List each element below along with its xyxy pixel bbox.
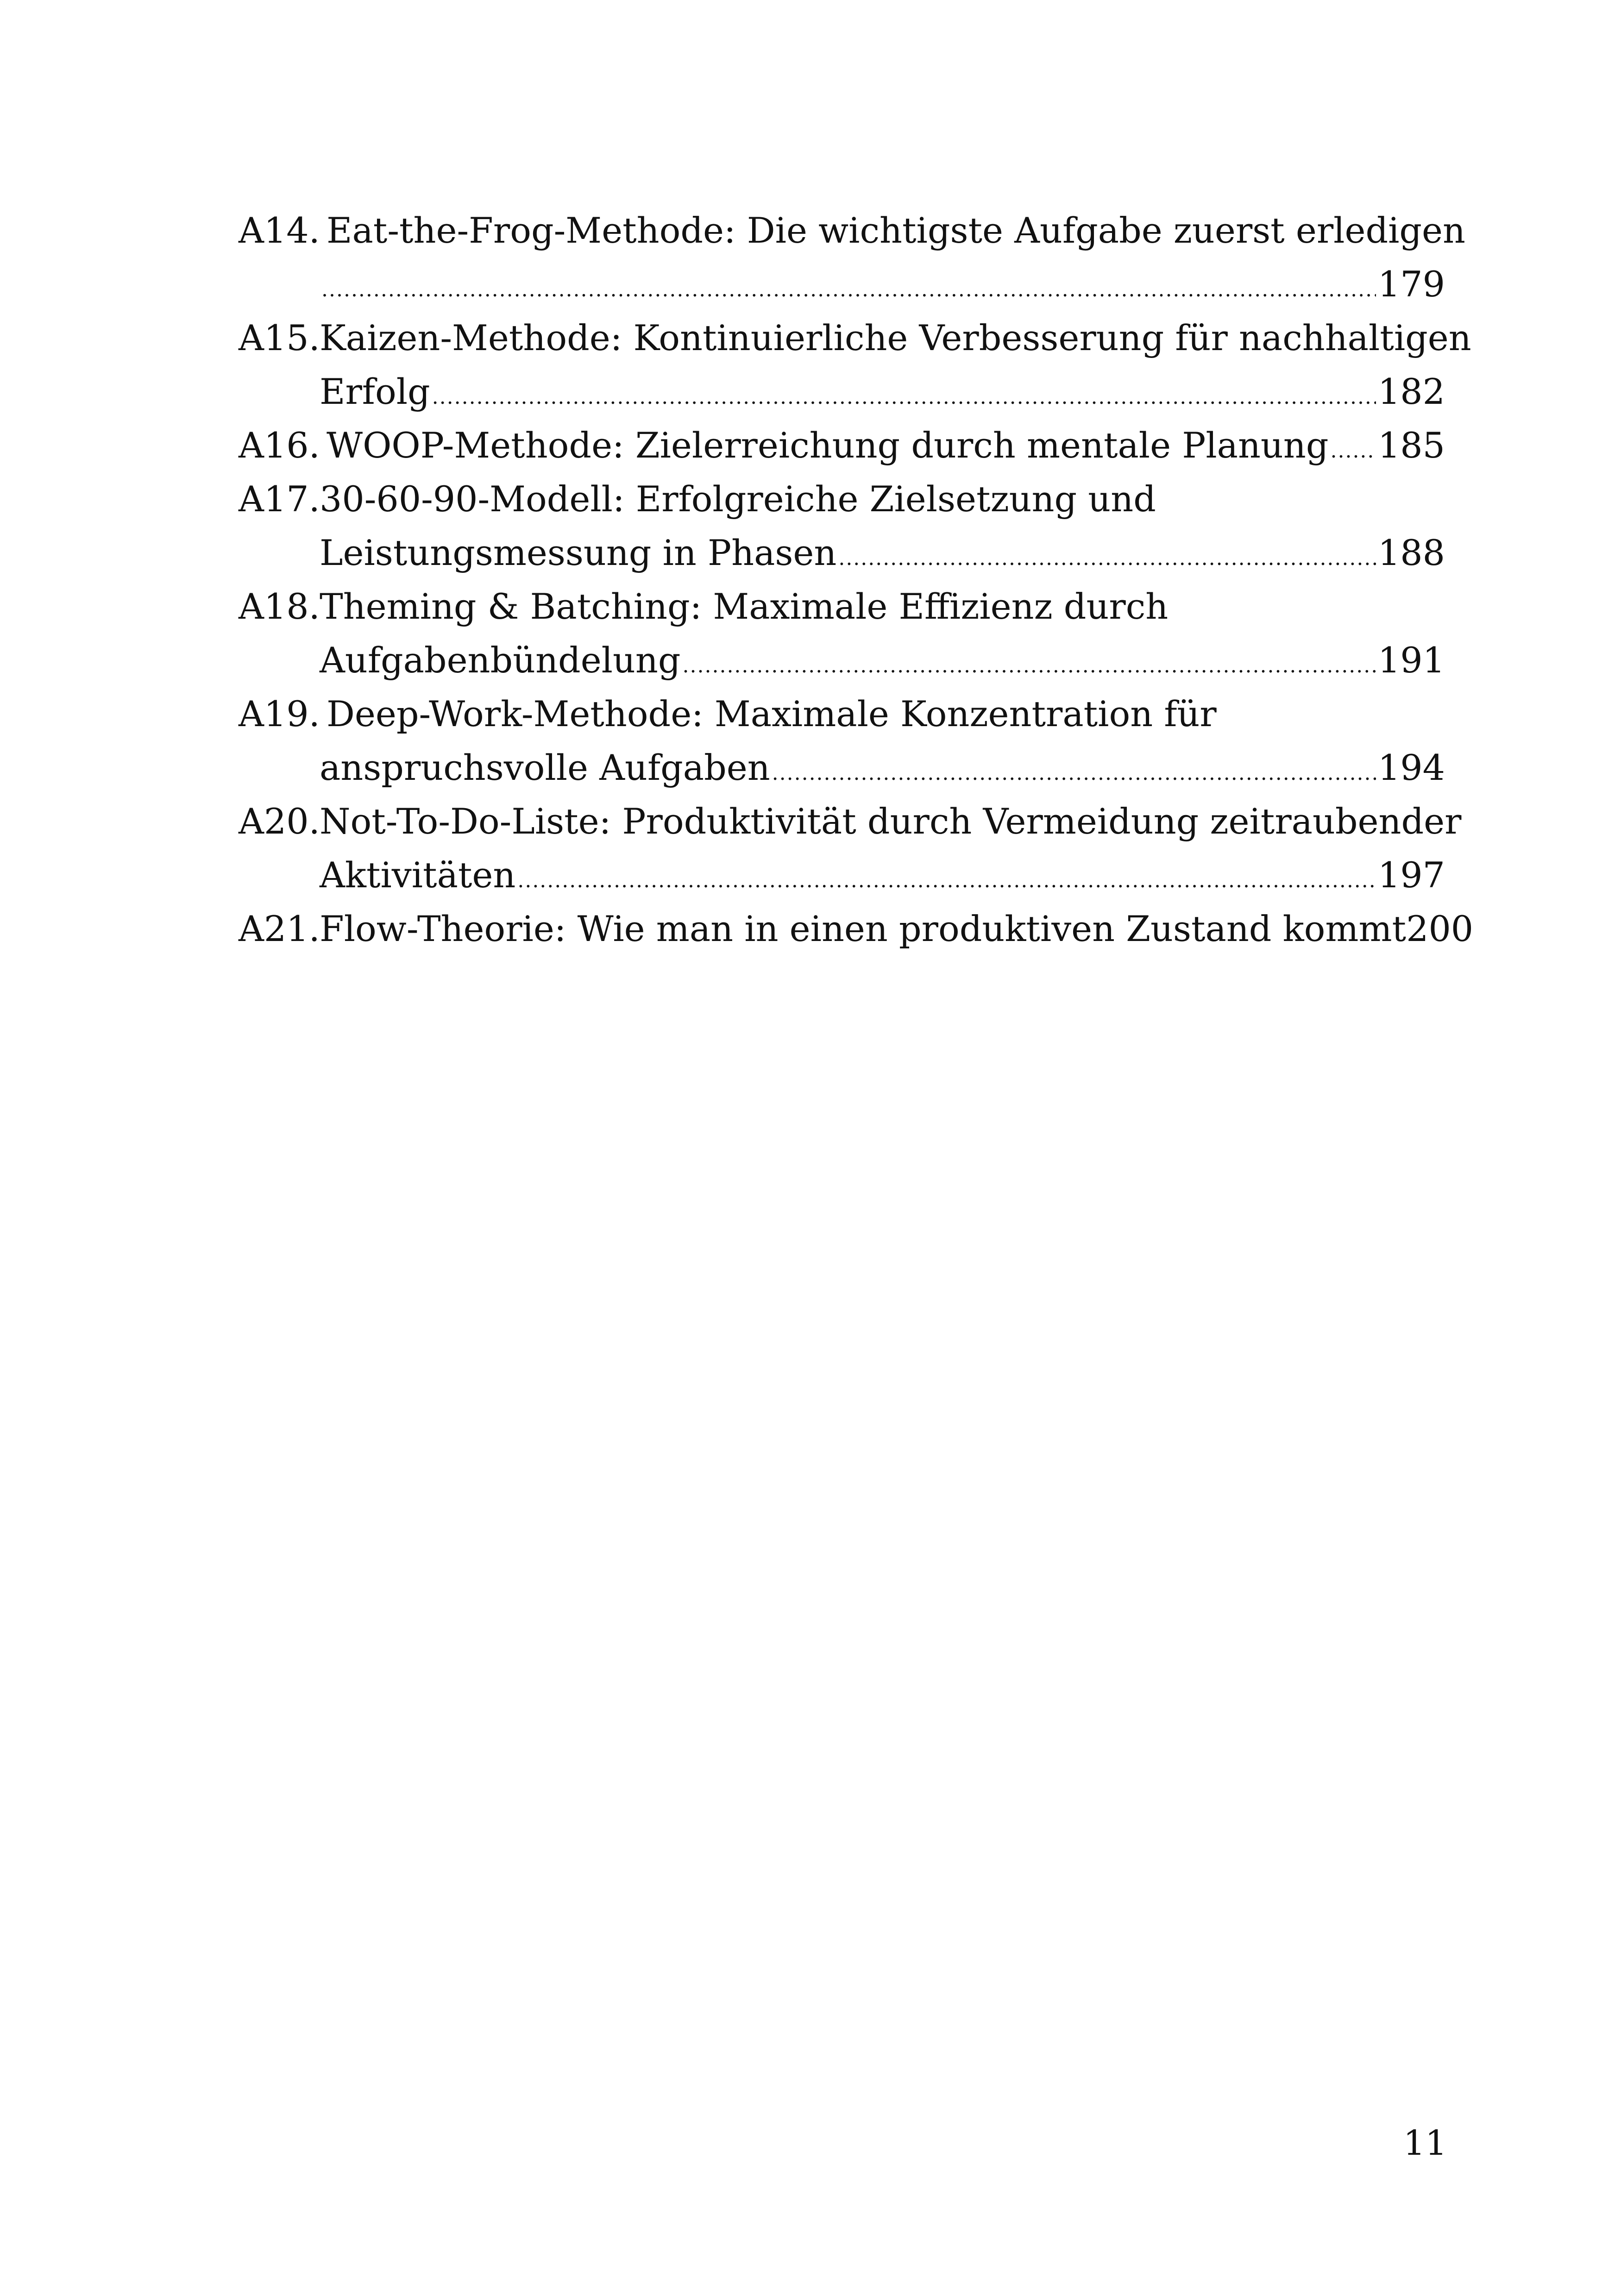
toc-entry-number: A21. xyxy=(239,908,320,949)
toc-entry-a20-line2 xyxy=(239,848,1445,902)
toc-entry-number: A20. xyxy=(239,801,320,842)
toc-entry-page: 179 xyxy=(1377,263,1445,305)
toc-entry-title-continued: Leistungsmessung in Phasen xyxy=(320,532,837,573)
toc-entry-page: 185 xyxy=(1377,425,1445,466)
toc-entry-a20-line1 xyxy=(239,795,1462,848)
toc-entry-title: Kaizen-Methode: Kontinuierliche Verbesserung für nachhaltigen xyxy=(320,317,1471,358)
toc-entry-title: Eat-the-Frog-Methode: Die wichtigste Aufgabe zuerst erledigen xyxy=(327,210,1465,251)
toc-entry-number: A16. xyxy=(239,425,320,466)
toc-entry-number: A18. xyxy=(239,586,320,627)
toc-entry-title: Flow-Theorie: Wie man in einen produktiven Zustand kommt xyxy=(320,908,1407,949)
toc-entry-title: WOOP-Methode: Zielerreichung durch mentale Planung xyxy=(327,425,1329,466)
toc-entry-a19-line1 xyxy=(239,687,1445,741)
toc-entry-title-continued: Aktivitäten xyxy=(320,854,516,896)
table-of-contents xyxy=(239,204,1474,956)
toc-entry-a17-line2 xyxy=(239,526,1445,580)
toc-entry-a18-line1 xyxy=(239,580,1445,634)
toc-entry-a17-line1 xyxy=(239,472,1445,526)
toc-entry-a19-line2 xyxy=(239,741,1445,795)
toc-entry-title: 30-60-90-Modell: Erfolgreiche Zielsetzung und xyxy=(320,478,1156,520)
dot-leader xyxy=(321,263,1376,317)
toc-entry-number: A17. xyxy=(239,478,320,520)
toc-entry-page: 188 xyxy=(1377,532,1445,573)
toc-entry-page: 194 xyxy=(1377,747,1445,788)
dot-leader xyxy=(683,639,1376,693)
toc-entry-title: Not-To-Do-Liste: Produktivität durch Vermeidung zeitraubender xyxy=(320,801,1462,842)
toc-entry-page: 191 xyxy=(1377,640,1445,681)
toc-entry-page: 182 xyxy=(1377,371,1445,412)
toc-entry-a15-line1 xyxy=(239,311,1471,365)
toc-entry-title: Deep-Work-Methode: Maximale Konzentration für xyxy=(327,693,1217,734)
toc-entry-page: 200 xyxy=(1406,908,1474,949)
dot-leader xyxy=(1330,424,1376,478)
dot-leader xyxy=(517,854,1376,908)
toc-entry-a16-line1 xyxy=(239,419,1445,472)
dot-leader xyxy=(772,747,1376,800)
dot-leader xyxy=(838,532,1376,585)
toc-entry-title: Theming & Batching: Maximale Effizienz durch xyxy=(320,586,1169,627)
toc-entry-title-continued: Erfolg xyxy=(320,371,430,412)
toc-entry-number: A15. xyxy=(239,317,320,358)
toc-entry-title-continued: anspruchsvolle Aufgaben xyxy=(320,747,770,788)
toc-entry-a21-line1 xyxy=(239,902,1474,956)
toc-entry-number: A19. xyxy=(239,693,320,734)
toc-entry-a18-line2 xyxy=(239,634,1445,687)
toc-entry-page: 197 xyxy=(1377,854,1445,896)
toc-entry-a15-line2 xyxy=(239,365,1445,419)
dot-leader xyxy=(432,370,1376,424)
toc-entry-a14-line2 xyxy=(239,257,1445,311)
toc-entry-title-continued: Aufgabenbündelung xyxy=(320,640,681,681)
page-number: 11 xyxy=(1403,2123,1447,2163)
toc-entry-a14-line1 xyxy=(239,204,1465,257)
toc-entry-number: A14. xyxy=(239,210,320,251)
